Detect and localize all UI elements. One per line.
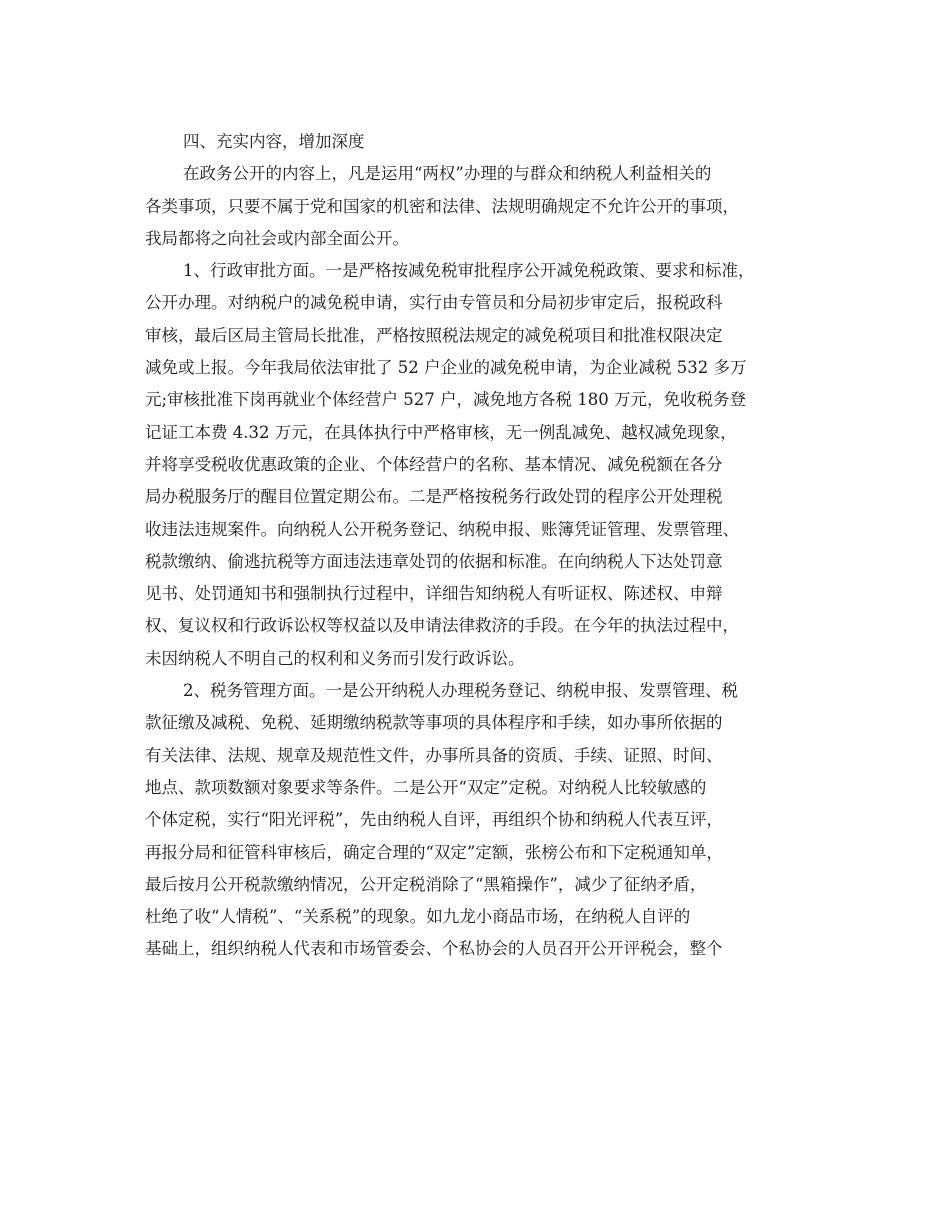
text-line: 有关法律、法规、规章及规范性文件，办事所具备的资质、手续、证照、时间、	[145, 745, 723, 765]
text-line: 见书、处罚通知书和强制执行过程中，详细告知纳税人有听证权、陈述权、申辩	[145, 584, 723, 604]
text-line: 四、充实内容，增加深度	[183, 132, 365, 151]
text-line: 杜绝了收“人情税”、“关系税”的现象。如九龙小商品市场，在纳税人自评的	[145, 907, 691, 927]
text-line: 减免或上报。今年我局依法审批了 52 户企业的减免税申请，为企业减税 532 多万	[145, 358, 747, 378]
text-line: 基础上，组织纳税人代表和市场管委会、个私协会的人员召开公开评税会，整个	[145, 939, 723, 959]
document-body	[145, 126, 825, 966]
text-line: 权、复议权和行政诉讼权等权益以及申请法律救济的手段。在今年的执法过程中，	[145, 616, 739, 636]
text-line: 个体定税，实行“阳光评税”，先由纳税人自评，再组织个协和纳税人代表互评，	[145, 810, 723, 830]
text-line: 各类事项，只要不属于党和国家的机密和法律、法规明确规定不允许公开的事项，	[145, 196, 739, 216]
text-line: 最后按月公开税款缴纳情况，公开定税消除了“黑箱操作”，减少了征纳矛盾，	[145, 874, 707, 894]
text-line: 元;审核批准下岗再就业个体经营户 527 户，减免地方各税 180 万元，免收税务登	[145, 390, 747, 410]
text-line: 税款缴纳、偷逃抗税等方面违法违章处罚的依据和标准。在向纳税人下达处罚意	[145, 551, 723, 571]
text-line: 审核，最后区局主管局长批准，严格按照税法规定的减免税项目和批准权限决定	[145, 325, 723, 345]
text-line: 我局都将之向社会或内部全面公开。	[145, 228, 409, 248]
text-line: 局办税服务厅的醒目位置定期公布。二是严格按税务行政处罚的程序公开处理税	[145, 487, 723, 507]
text-line: 1、行政审批方面。一是严格按减免税审批程序公开减免税政策、要求和标准，	[183, 261, 755, 281]
text-line: 收违法违规案件。向纳税人公开税务登记、纳税申报、账簿凭证管理、发票管理、	[145, 519, 739, 539]
text-line: 并将享受税收优惠政策的企业、个体经营户的名称、基本情况、减免税额在各分	[145, 454, 723, 474]
text-line: 2、税务管理方面。一是公开纳税人办理税务登记、纳税申报、发票管理、税	[183, 681, 738, 701]
text-line: 未因纳税人不明自己的权利和义务而引发行政诉讼。	[145, 648, 525, 668]
text-line: 公开办理。对纳税户的减免税申请，实行由专管员和分局初步审定后，报税政科	[145, 293, 723, 313]
text-line: 在政务公开的内容上，凡是运用“两权”办理的与群众和纳税人利益相关的	[183, 164, 712, 184]
text-line: 记证工本费 4.32 万元，在具体执行中严格审核，无一例乱减免、越权减免现象，	[145, 422, 737, 442]
text-line: 再报分局和征管科审核后，确定合理的“双定”定额，张榜公布和下定税通知单，	[145, 842, 723, 862]
text-line: 款征缴及减税、免税、延期缴纳税款等事项的具体程序和手续，如办事所依据的	[145, 713, 723, 733]
text-line: 地点、款项数额对象要求等条件。二是公开“双定”定税。对纳税人比较敏感的	[145, 777, 707, 797]
